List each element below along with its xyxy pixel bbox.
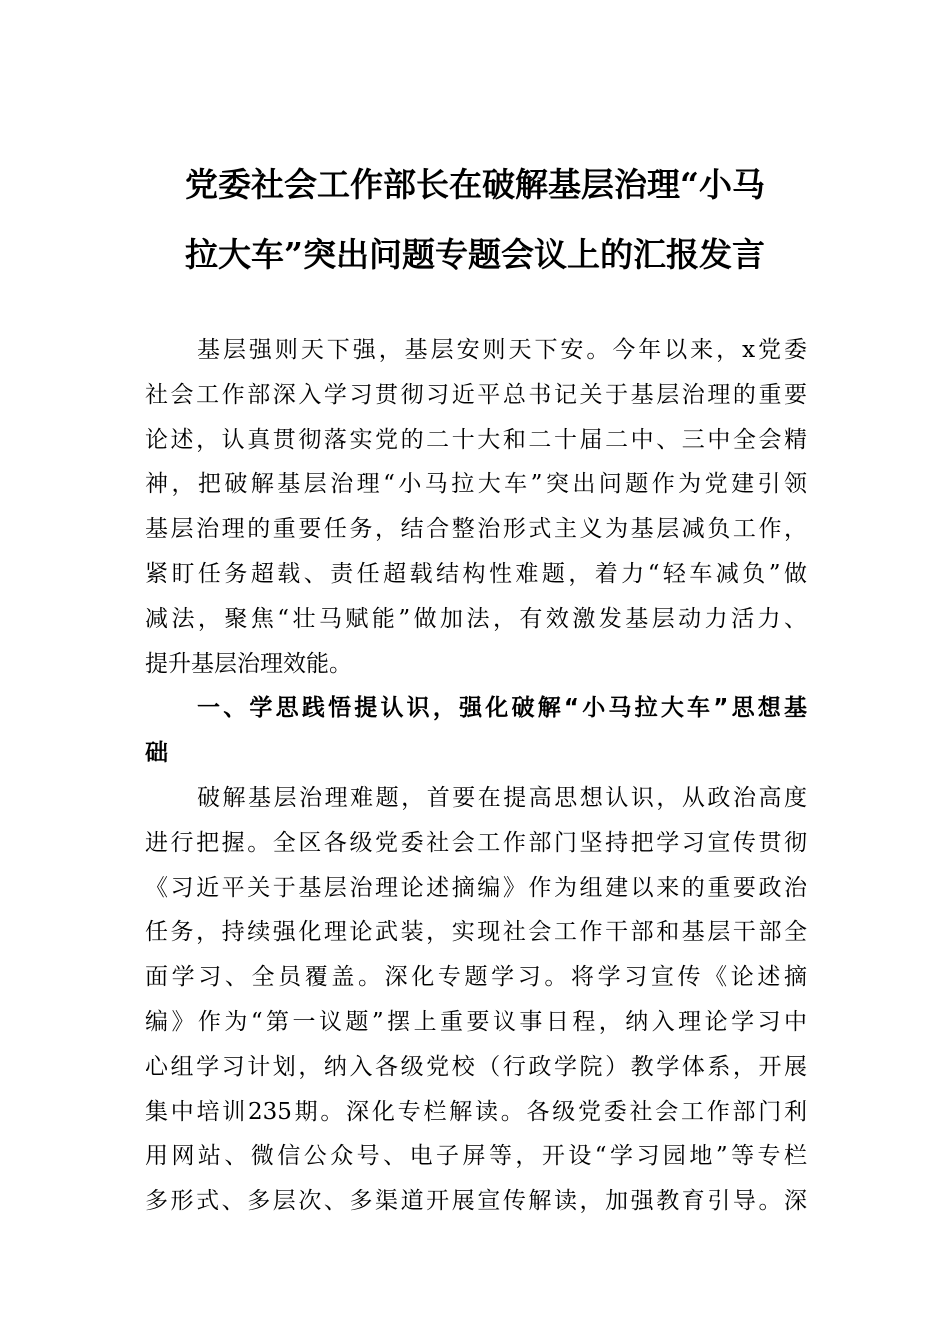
- heading-line: 一、学思践悟提认识，强化破解“小马拉大车”思想基: [197, 695, 807, 722]
- text-line: 破解基层治理难题，首要在提高思想认识，从政治高度: [197, 784, 807, 811]
- text-line: 用网站、微信公众号、电子屏等，开设“学习园地”等专栏: [145, 1143, 807, 1170]
- text-line: 基层强则天下强，基层安则天下安。今年以来，x党委: [197, 337, 807, 363]
- heading-line: 础: [145, 740, 168, 767]
- document-title-line-1: 党委社会工作部长在破解基层治理“小马: [185, 165, 765, 204]
- text-line: 神，把破解基层治理“小马拉大车”突出问题作为党建引领: [145, 471, 807, 498]
- document-title-line-2: 拉大车”突出问题专题会议上的汇报发言: [185, 235, 765, 274]
- text-line: 心组学习计划，纳入各级党校（行政学院）教学体系，开展: [145, 1053, 807, 1080]
- text-line: 紧盯任务超载、责任超载结构性难题，着力“轻车减负”做: [145, 560, 807, 587]
- text-line: 编》作为“第一议题”摆上重要议事日程，纳入理论学习中: [145, 1008, 807, 1035]
- paragraph-section-1: [145, 776, 807, 1224]
- text-line: 提升基层治理效能。: [145, 650, 352, 677]
- text-line: 多形式、多层次、多渠道开展宣传解读，加强教育引导。深: [145, 1188, 807, 1215]
- text-line: 《习近平关于基层治理论述摘编》作为组建以来的重要政治: [145, 874, 807, 901]
- section-heading-1: [145, 686, 807, 776]
- text-line: 面学习、全员覆盖。深化专题学习。将学习宣传《论述摘: [145, 964, 807, 991]
- text-line: 论述，认真贯彻落实党的二十大和二十届二中、三中全会精: [145, 426, 807, 453]
- text-line: 任务，持续强化理论武装，实现社会工作干部和基层干部全: [145, 919, 807, 946]
- text-line: 集中培训235期。深化专栏解读。各级党委社会工作部门利: [145, 1098, 807, 1125]
- paragraph-intro: [145, 328, 807, 686]
- text-line: 社会工作部深入学习贯彻习近平总书记关于基层治理的重要: [145, 381, 807, 408]
- document-body: [145, 328, 807, 1224]
- text-line: 基层治理的重要任务，结合整治形式主义为基层减负工作，: [145, 516, 807, 543]
- text-line: 减法，聚焦“壮马赋能”做加法，有效激发基层动力活力、: [145, 605, 807, 632]
- text-line: 进行把握。全区各级党委社会工作部门坚持把学习宣传贯彻: [145, 829, 807, 856]
